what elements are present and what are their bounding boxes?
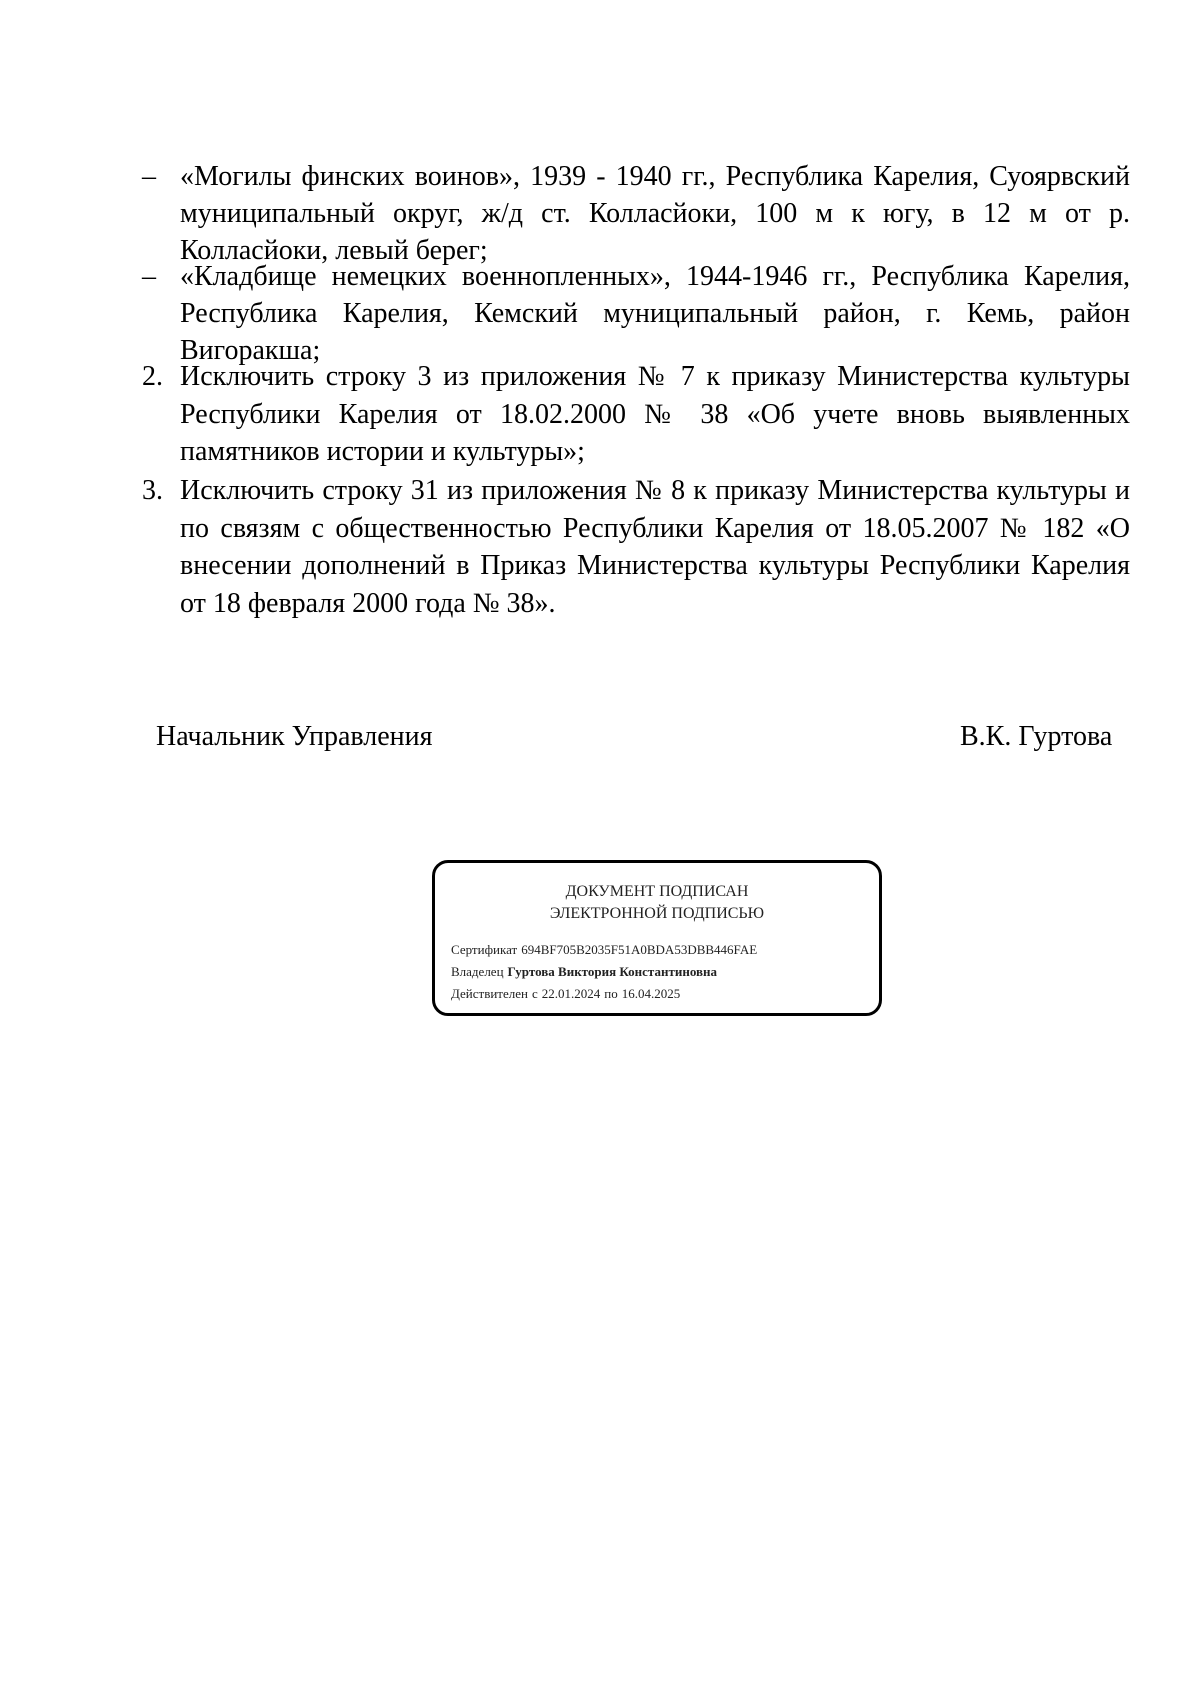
item-number: 2. [142, 361, 163, 392]
list-item [142, 258, 1130, 369]
list-item-text: «Могилы финских воинов», 1939 - 1940 гг., Республика Карелия, Суоярвский муниципальный округ, ж/д ст. Колласйоки, 100 м к югу, в 12 м от р. Колласйоки, левый берег; [180, 161, 1130, 266]
numbered-item [142, 358, 1130, 471]
certificate-label: Сертификат [451, 942, 518, 957]
stamp-owner-row [451, 963, 717, 981]
stamp-validity-row [451, 985, 680, 1003]
numbered-item [142, 472, 1130, 622]
signer-name: В.К. Гуртова [960, 721, 1113, 752]
list-item-text: «Кладбище немецких военнопленных», 1944-1946 гг., Республика Карелия, Республика Карелия, Кемский муниципальный район, г. Кемь, район Вигоракша; [180, 261, 1130, 366]
numbered-item-text: Исключить строку 3 из приложения № 7 к приказу Министерства культуры Республики Карелия от 18.02.2000 № 38 «Об учете вновь выявленных памятников истории и культуры»; [180, 361, 1130, 467]
valid-to-date: 16.04.2025 [621, 986, 681, 1001]
valid-from-word: с [531, 986, 538, 1001]
list-item [142, 158, 1130, 269]
signer-position: Начальник Управления [156, 721, 433, 752]
owner-value: Гуртова Виктория Константиновна [507, 964, 718, 979]
dash-marker: – [142, 261, 156, 292]
electronic-signature-stamp [432, 860, 882, 1016]
owner-label: Владелец [451, 964, 504, 979]
item-number: 3. [142, 475, 163, 506]
valid-label: Действителен [451, 986, 528, 1001]
valid-to-word: по [604, 986, 618, 1001]
numbered-item-text: Исключить строку 31 из приложения № 8 к приказу Министерства культуры и по связям с общественностью Республики Карелия от 18.05.2007 № 182 «О внесении дополнений в Приказ Министерства культуры Республики Карелия от 18 февраля 2000 года № 38». [180, 475, 1130, 619]
valid-from-date: 22.01.2024 [541, 986, 601, 1001]
stamp-heading: ДОКУМЕНТ ПОДПИСАН [565, 883, 749, 900]
stamp-certificate-row [451, 941, 757, 959]
stamp-heading: ЭЛЕКТРОННОЙ ПОДПИСЬЮ [549, 905, 765, 922]
dash-marker: – [142, 161, 156, 192]
certificate-value: 694BF705B2035F51A0BDA53DBB446FAE [521, 942, 758, 957]
